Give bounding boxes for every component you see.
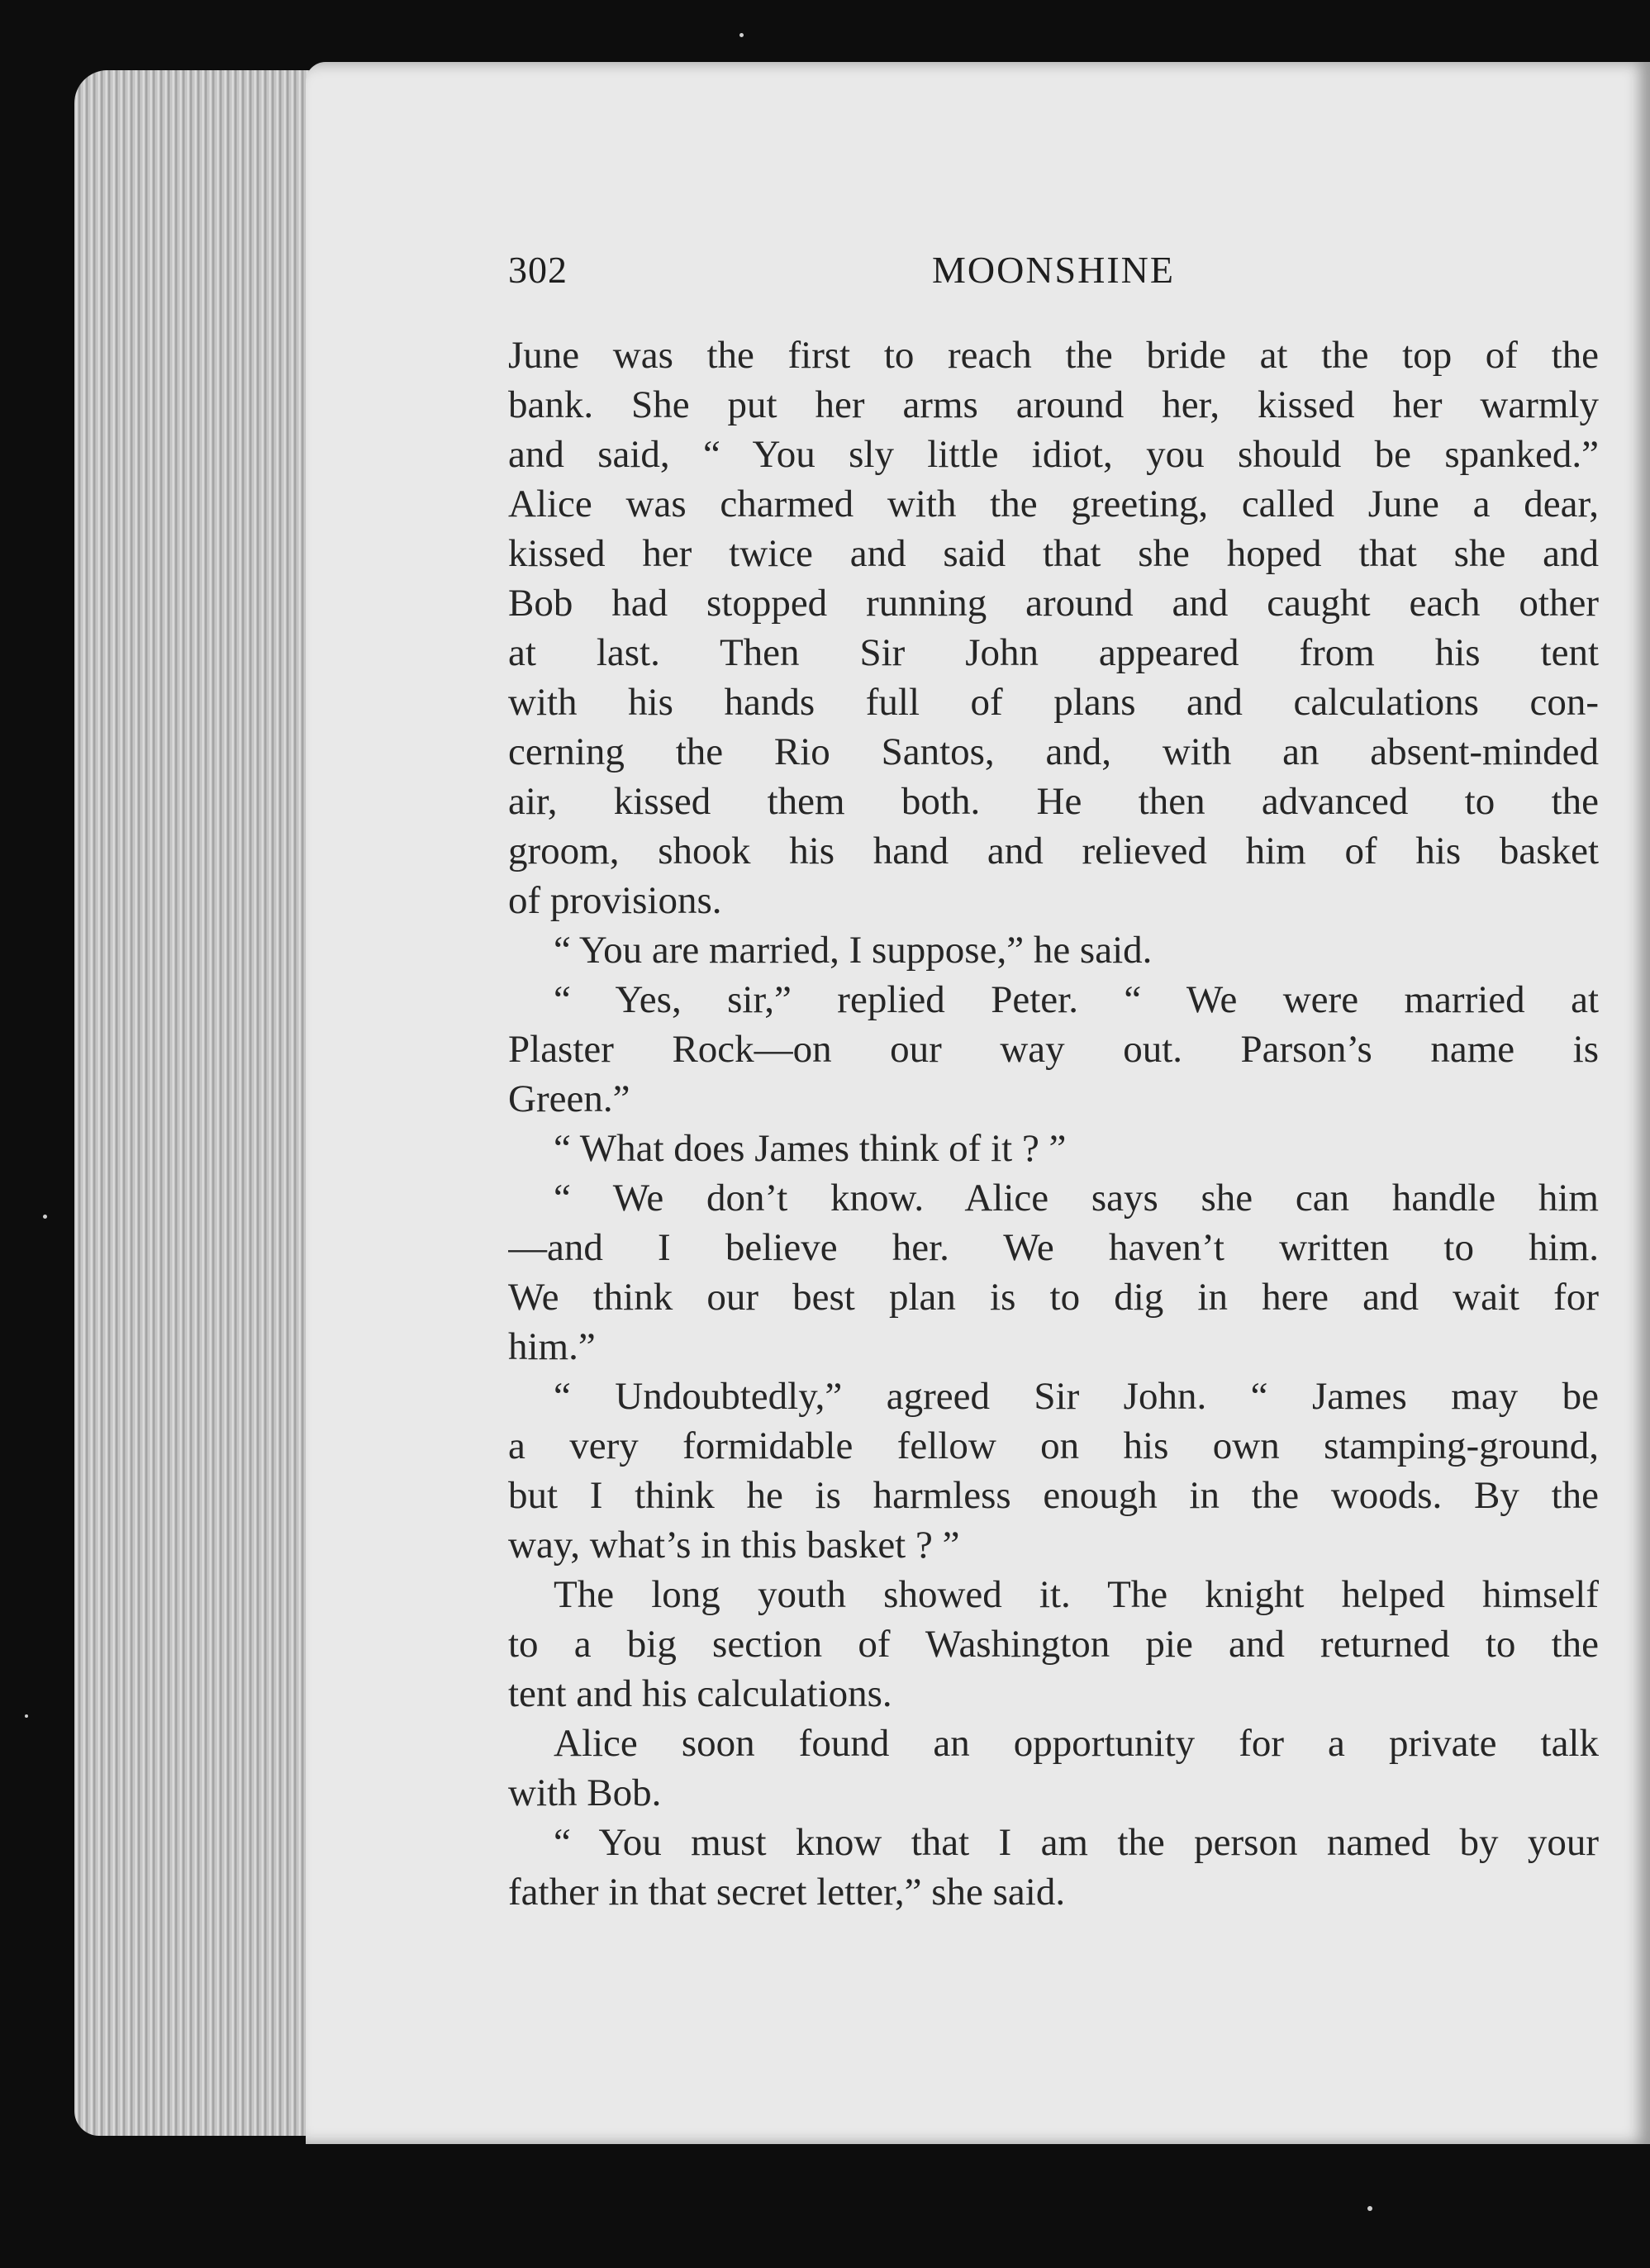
text-line: June was the first to reach the bride at the top of the [508,334,1599,377]
text-line: to a big section of Washington pie and returned to the [508,1623,1599,1666]
dust-speck [739,33,744,37]
text-line: with Bob. [508,1771,662,1814]
body-text [508,330,1599,1917]
text-line: “ You must know that I am the person named by your [554,1821,1599,1864]
text-line: We think our best plan is to dig in here and wait for [508,1276,1599,1319]
text-line: The long youth showed it. The knight helped himself [554,1573,1599,1616]
text-line: father in that secret letter,” she said. [508,1871,1066,1914]
text-line: at last. Then Sir John appeared from his tent [508,631,1599,674]
text-line: Bob had stopped running around and caught each other [508,582,1599,625]
text-line: a very formidable fellow on his own stamping-ground, [508,1424,1599,1467]
text-line: “ You are married, I suppose,” he said. [554,929,1153,972]
text-line: Green.” [508,1077,630,1120]
dust-speck [43,1215,47,1219]
page-number: 302 [508,249,568,291]
text-line: groom, shook his hand and relieved him of his basket [508,830,1599,872]
text-line: him.” [508,1325,596,1368]
text-line: cerning the Rio Santos, and, with an absent-minded [508,730,1599,773]
text-line: air, kissed them both. He then advanced to the [508,780,1599,823]
text-line: tent and his calculations. [508,1672,892,1715]
page-header [508,248,1599,297]
text-line: way, what’s in this basket ? ” [508,1524,960,1567]
text-line: “ Undoubtedly,” agreed Sir John. “ James may be [554,1375,1599,1418]
dust-speck [25,1714,28,1718]
text-line: “ Yes, sir,” replied Peter. “ We were married at [554,978,1599,1021]
text-line: “ What does James think of it ? ” [554,1127,1067,1170]
text-line: “ We don’t know. Alice says she can handle him [554,1177,1599,1220]
text-line: kissed her twice and said that she hoped that she and [508,532,1599,575]
text-line: with his hands full of plans and calculations con- [508,681,1599,724]
text-line: Plaster Rock—on our way out. Parson’s name is [508,1028,1599,1071]
text-line: but I think he is harmless enough in the woods. By the [508,1474,1599,1517]
text-line: of provisions. [508,879,722,922]
text-line: Alice soon found an opportunity for a private talk [554,1722,1599,1765]
text-line: Alice was charmed with the greeting, called June a dear, [508,483,1599,525]
text-line: and said, “ You sly little idiot, you should be spanked.” [508,433,1599,476]
text-line: bank. She put her arms around her, kissed her warmly [508,383,1599,426]
text-line: —and I believe her. We haven’t written to him. [508,1226,1599,1269]
dust-speck [1367,2206,1372,2211]
running-title: MOONSHINE [932,249,1175,291]
